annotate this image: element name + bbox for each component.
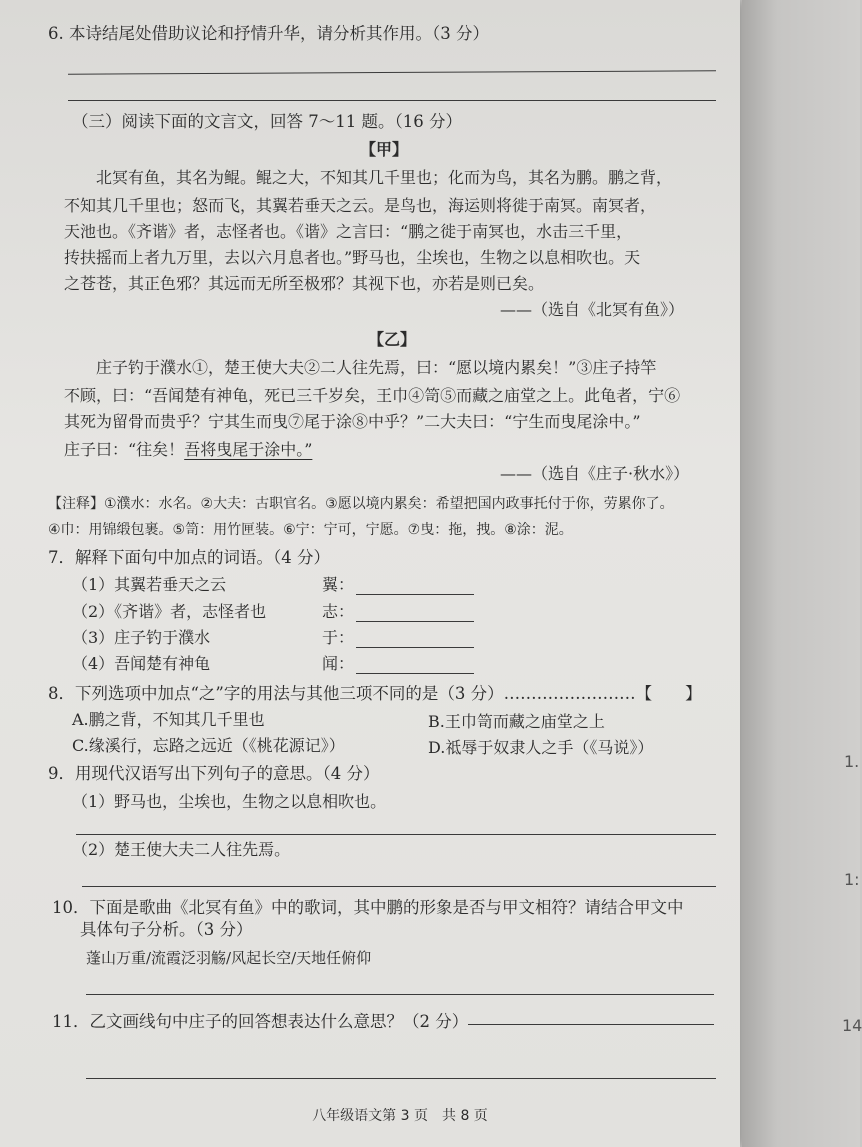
- adjacent-page-edge: [742, 0, 860, 1147]
- notes-line-2: ④巾：用锦缎包裹。⑤笥：用竹匣装。⑥宁：宁可，宁愿。⑦曳：拖，拽。⑧涂：泥。: [48, 522, 573, 538]
- answer-line: [68, 70, 716, 74]
- passage-jia-line: 之苍苍，其正色邪？其远而无所至极邪？其视下也，亦若是则已矣。: [64, 274, 545, 293]
- underlined-sentence: 吾将曳尾于涂中。”: [184, 440, 313, 459]
- passage-jia-heading: 【甲】: [360, 140, 409, 159]
- answer-line[interactable]: [86, 1078, 716, 1079]
- page-footer: 八年级语文第 3 页 共 8 页: [312, 1108, 488, 1124]
- q8-option-a[interactable]: A.鹏之背，不知其几千里也: [72, 710, 265, 729]
- edge-fragment: 1:: [844, 870, 860, 889]
- question-10-line-1: 10．下面是歌曲《北冥有鱼》中的歌词，其中鹏的形象是否与甲文相符？请结合甲文中: [52, 898, 684, 917]
- q7-item-word: 志：: [322, 602, 355, 621]
- passage-jia-line: 北冥有鱼，其名为鲲。鲲之大，不知其几千里也；化而为鸟，其名为鹏。鹏之背，: [96, 168, 673, 187]
- q7-item-word: 于：: [322, 628, 355, 647]
- q7-item-sentence: （2）《齐谐》者，志怪者也: [72, 602, 267, 621]
- fill-in-blank[interactable]: [356, 594, 474, 595]
- question-9-title: 9．用现代汉语写出下列句子的意思。（4 分）: [48, 764, 380, 783]
- answer-line[interactable]: [76, 834, 716, 835]
- question-7-title: 7．解释下面句中加点的词语。（4 分）: [48, 548, 330, 567]
- passage-yi-line: 不顾，曰：“吾闻楚有神龟，死已三千岁矣，王巾④笥⑤而藏之庙堂之上。此龟者，宁⑥: [64, 386, 681, 405]
- edge-fragment: 14: [842, 1016, 862, 1035]
- question-6: 6. 本诗结尾处借助议论和抒情升华，请分析其作用。（3 分）: [48, 24, 489, 43]
- notes-line-1: 【注释】①濮水：水名。②大夫：古职官名。③愿以境内累矣：希望把国内政事托付于你，劳累你了。: [48, 496, 674, 512]
- q8-option-d[interactable]: D.祗辱于奴隶人之手（《马说》）: [428, 738, 654, 757]
- passage-jia-line: 抟扶摇而上者九万里，去以六月息者也。”野马也，尘埃也，生物之以息相吹也。天: [64, 248, 641, 267]
- passage-jia-line: 不知其几千里也；怒而飞，其翼若垂天之云。是鸟也，海运则将徙于南冥。南冥者，: [64, 196, 657, 215]
- q7-item-word: 翼：: [322, 575, 355, 594]
- passage-yi-line: 其死为留骨而贵乎？宁其生而曳⑦尾于涂⑧中乎？”二大夫曰：“宁生而曳尾涂中。”: [64, 412, 641, 431]
- q7-item-word: 闻：: [322, 654, 355, 673]
- q7-item-sentence: （3）庄子钓于濮水: [72, 628, 211, 647]
- fill-in-blank[interactable]: [356, 647, 474, 648]
- edge-fragment: 1.: [844, 752, 860, 771]
- answer-line[interactable]: [86, 994, 714, 995]
- section-3-title: （三）阅读下面的文言文，回答 7～11 题。（16 分）: [72, 112, 462, 131]
- answer-line: [68, 100, 716, 101]
- q8-option-c[interactable]: C.缘溪行，忘路之远近（《桃花源记》）: [72, 736, 345, 755]
- q7-item-sentence: （1）其翼若垂天之云: [72, 575, 227, 594]
- q7-item-sentence: （4）吾闻楚有神龟: [72, 654, 211, 673]
- q10-lyrics: 蓬山万重/流霞泛羽觞/风起长空/天地任俯仰: [86, 949, 372, 967]
- answer-line[interactable]: [82, 886, 716, 887]
- fill-in-blank[interactable]: [356, 621, 474, 622]
- passage-yi-heading: 【乙】: [368, 330, 417, 349]
- passage-yi-line: 庄子钓于濮水①，楚王使大夫②二人往先焉，曰：“愿以境内累矣！”③庄子持竿: [96, 358, 657, 377]
- passage-yi-last-line: [64, 440, 312, 460]
- question-8-title: 8．下列选项中加点“之”字的用法与其他三项不同的是（3 分）……………………【 】: [48, 684, 702, 703]
- passage-yi-source: ——（选自《庄子·秋水》）: [500, 464, 690, 483]
- passage-yi-last-prefix: 庄子曰：“往矣！: [64, 440, 185, 459]
- q8-option-b[interactable]: B.王巾笥而藏之庙堂之上: [428, 712, 605, 731]
- question-11: 11．乙文画线句中庄子的回答想表达什么意思？（2 分）: [52, 1012, 469, 1031]
- q9-sentence-1: （1）野马也，尘埃也，生物之以息相吹也。: [72, 792, 387, 811]
- passage-jia-line: 天池也。《齐谐》者，志怪者也。《谐》之言曰：“鹏之徙于南冥也，水击三千里，: [64, 222, 633, 241]
- passage-jia-source: ——（选自《北冥有鱼》）: [500, 300, 685, 319]
- fill-in-blank[interactable]: [356, 673, 474, 674]
- question-10-line-2: 具体句子分析。（3 分）: [80, 920, 253, 939]
- q9-sentence-2: （2）楚王使大夫二人往先焉。: [72, 840, 291, 859]
